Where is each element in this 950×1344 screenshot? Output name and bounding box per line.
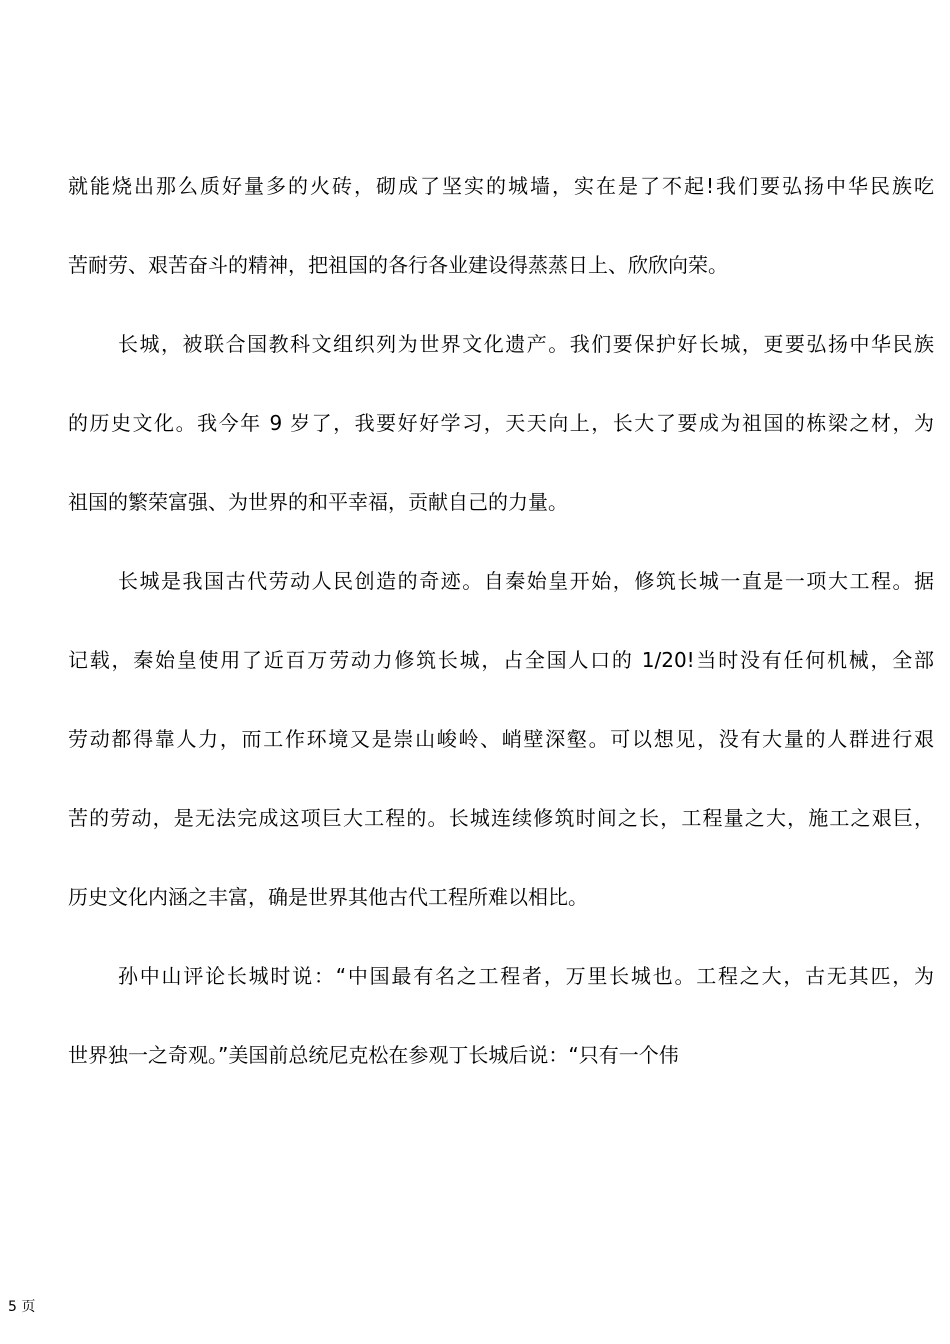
text-line: 历史文化内涵之丰富，确是世界其他古代工程所难以相比。 (68, 885, 588, 909)
text-line: 孙中山评论长城时说：“中国最有名之工程者，万里长城也。工程之大，古无其匹，为 (118, 964, 934, 988)
text-line: 劳动都得靠人力，而工作环境又是崇山峻岭、峭壁深壑。可以想见，没有大量的人群进行艰 (68, 727, 934, 751)
text-line: 苦的劳动，是无法完成这项巨大工程的。长城连续修筑时间之长，工程量之大，施工之艰巨， (68, 806, 934, 830)
text-line: 苦耐劳、艰苦奋斗的精神，把祖国的各行各业建设得蒸蒸日上、欣欣向荣。 (68, 253, 728, 277)
text-line: 就能烧出那么质好量多的火砖，砌成了坚实的城墙，实在是了不起!我们要弘扬中华民族吃 (68, 174, 934, 198)
text-line: 的历史文化。我今年 9 岁了，我要好好学习，天天向上，长大了要成为祖国的栋梁之材，为 (68, 411, 934, 435)
text-line: 祖国的繁荣富强、为世界的和平幸福，贡献自己的力量。 (68, 490, 568, 514)
text-line: 世界独一之奇观。”美国前总统尼克松在参观丁长城后说：“只有一个伟 (68, 1043, 679, 1067)
page-number: 5 页 (8, 1299, 36, 1315)
text-line: 记载，秦始皇使用了近百万劳动力修筑长城，占全国人口的 1/20!当时没有任何机械，全部 (68, 648, 934, 672)
text-line: 长城是我国古代劳动人民创造的奇迹。自秦始皇开始，修筑长城一直是一项大工程。据 (118, 569, 934, 593)
text-line: 长城，被联合国教科文组织列为世界文化遗产。我们要保护好长城，更要弘扬中华民族 (118, 332, 934, 356)
